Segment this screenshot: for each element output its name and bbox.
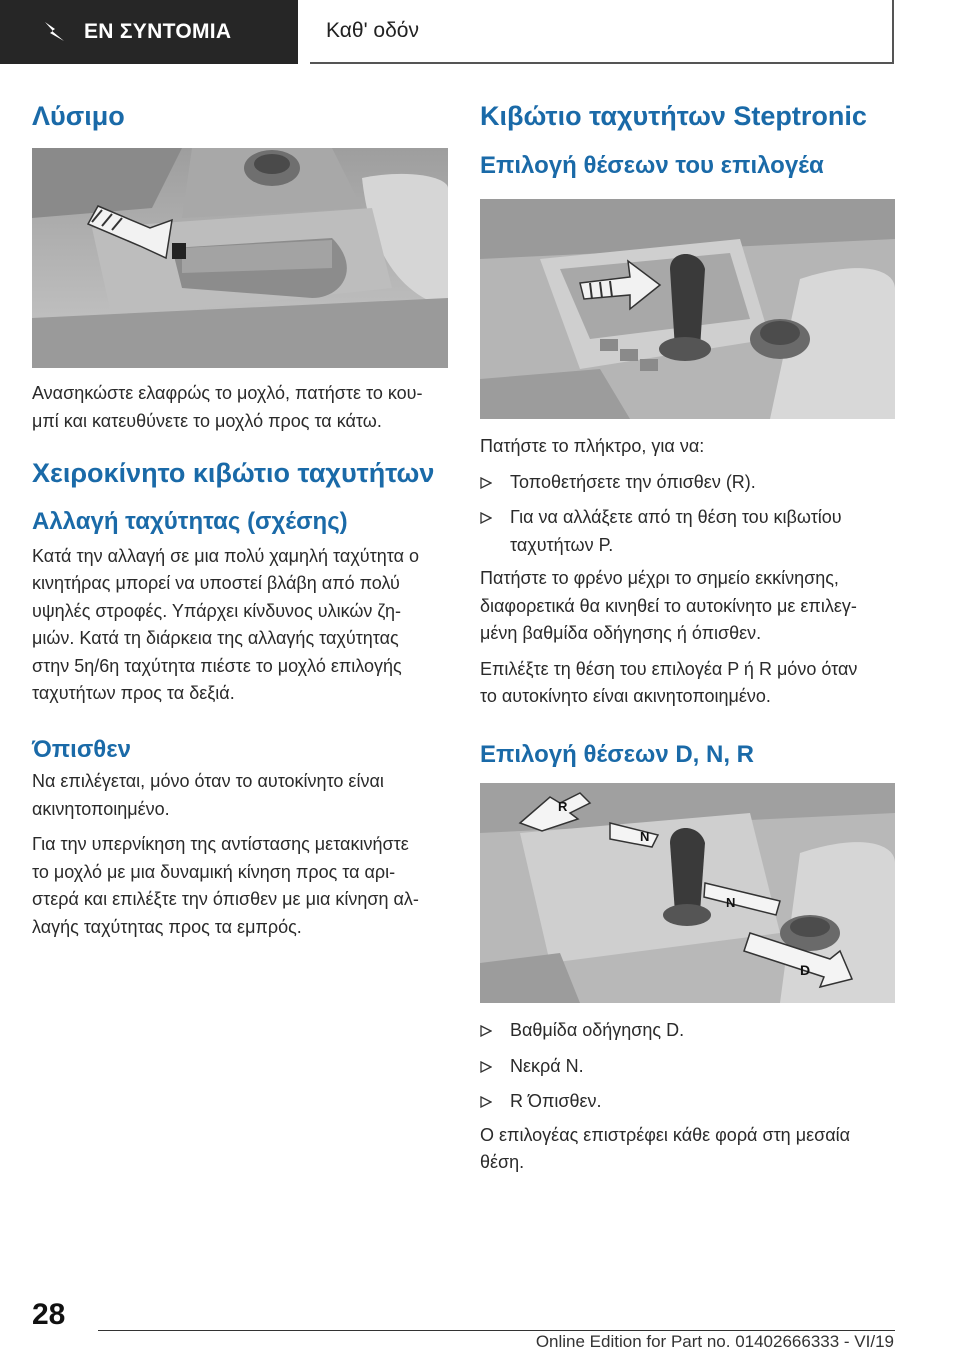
list-item bbox=[480, 1017, 895, 1045]
right-column bbox=[480, 90, 895, 1177]
bullet-triangle-icon bbox=[480, 1088, 510, 1116]
press-bullet-list bbox=[480, 469, 895, 560]
text-line: υψηλές στροφές. Υπάρχει κίνδυνος υλικών ζη- bbox=[32, 600, 402, 621]
bullet-triangle-icon bbox=[480, 1053, 510, 1081]
handbrake-photo bbox=[32, 148, 448, 368]
bullet-text: R Όπισθεν. bbox=[510, 1091, 602, 1112]
text-line: Να επιλέγεται, μόνο όταν το αυτοκίνητο είναι bbox=[32, 771, 384, 792]
bullet-text: Νεκρά N. bbox=[510, 1055, 584, 1076]
list-item bbox=[480, 1053, 895, 1081]
return-paragraph bbox=[480, 1122, 895, 1177]
edition-text: Online Edition for Part no. 01402666333 - VI/19 bbox=[535, 1332, 894, 1351]
dnr-selector-photo bbox=[480, 783, 895, 1003]
text-line: στην 5η/6η ταχύτητα πιέστε το μοχλό επιλογής bbox=[32, 655, 402, 676]
shift-paragraph bbox=[32, 543, 448, 708]
list-item bbox=[480, 469, 895, 497]
reverse-heading: Όπισθεν bbox=[32, 735, 131, 763]
left-column bbox=[32, 90, 448, 941]
text-line: διαφορετικά θα κινηθεί το αυτοκίνητο με επιλεγ- bbox=[480, 595, 857, 616]
text-line: Ο επιλογέας επιστρέφει κάθε φορά στη μεσαία bbox=[480, 1124, 851, 1145]
release-text-1: Ανασηκώστε ελαφρώς το μοχλό, πατήστε το κου- bbox=[32, 383, 423, 404]
arrow-label-d: D bbox=[800, 962, 811, 979]
footer-divider bbox=[98, 1330, 895, 1331]
text-line: κινητήρας μπορεί να υποστεί βλάβη από πολύ bbox=[32, 573, 400, 594]
manual-gearbox-heading: Χειροκίνητο κιβώτιο ταχυτήτων bbox=[32, 458, 435, 489]
list-item bbox=[480, 504, 895, 559]
select-paragraph bbox=[480, 656, 895, 711]
bullet-text: Βαθμίδα οδήγησης D. bbox=[510, 1020, 685, 1041]
release-heading: Λύσιμο bbox=[32, 101, 125, 131]
chapter-title: ΕΝ ΣΥΝΤΟΜΙΑ bbox=[84, 20, 232, 43]
list-item bbox=[480, 1088, 895, 1116]
text-line: το μοχλό με μια δυναμική κίνηση προς τα αρι- bbox=[32, 861, 396, 882]
dnr-heading: Επιλογή θέσεων D, N, R bbox=[480, 740, 755, 768]
text-line: μένη βαθμίδα οδήγησης ή όπισθεν. bbox=[480, 623, 762, 644]
text-line: ταχυτήτων προς τα δεξιά. bbox=[32, 683, 235, 704]
text-line: θέση. bbox=[480, 1152, 525, 1173]
reverse-paragraph-1 bbox=[32, 768, 448, 823]
bullet-text-line: Για να αλλάξετε από τη θέση του κιβωτίου bbox=[510, 507, 842, 528]
arrow-label-r: R bbox=[558, 799, 568, 815]
text-line: ακινητοποιημένο. bbox=[32, 798, 170, 819]
bullet-triangle-icon bbox=[480, 504, 510, 559]
dnr-bullet-list bbox=[480, 1017, 895, 1116]
quick-star-icon bbox=[42, 18, 70, 46]
bullet-triangle-icon bbox=[480, 1017, 510, 1045]
brake-paragraph bbox=[480, 565, 895, 648]
bullet-text-line: ταχυτήτων P. bbox=[510, 534, 614, 555]
press-intro: Πατήστε το πλήκτρο, για να: bbox=[480, 436, 705, 457]
text-line: Για την υπερνίκηση της αντίστασης μετακινήστε bbox=[32, 834, 409, 855]
chapter-tab[interactable] bbox=[0, 0, 298, 64]
arrow-label-n1: N bbox=[640, 829, 650, 845]
shift-heading: Αλλαγή ταχύτητας (σχέσης) bbox=[32, 507, 348, 535]
text-line: στερά και επιλέξτε την όπισθεν με μια κίνηση αλ- bbox=[32, 889, 419, 910]
steptronic-heading: Κιβώτιο ταχυτήτων Steptronic bbox=[480, 101, 867, 131]
text-line: λαγής ταχύτητας προς τα εμπρός. bbox=[32, 916, 302, 937]
selector-heading: Επιλογή θέσεων του επιλογέα bbox=[480, 152, 824, 180]
text-line: Πατήστε το φρένο μέχρι το σημείο εκκίνησης, bbox=[480, 568, 839, 589]
bullet-triangle-icon bbox=[480, 469, 510, 497]
section-title: Καθ' οδόν bbox=[310, 0, 894, 64]
selector-lever-photo bbox=[480, 199, 895, 419]
text-line: Επιλέξτε τη θέση του επιλογέα P ή R μόνο όταν bbox=[480, 658, 858, 679]
arrow-label-n2: N bbox=[726, 895, 736, 911]
text-line: Κατά την αλλαγή σε μια πολύ χαμηλή ταχύτητα ο bbox=[32, 545, 419, 566]
text-line: το αυτοκίνητο είναι ακινητοποιημένο. bbox=[480, 686, 771, 707]
text-line: μιών. Κατά τη διάρκεια της αλλαγής ταχύτητας bbox=[32, 628, 399, 649]
reverse-paragraph-2 bbox=[32, 831, 448, 941]
bullet-text bbox=[510, 504, 842, 559]
page-number: 28 bbox=[32, 1298, 66, 1331]
bullet-text: Τοποθετήσετε την όπισθεν (R). bbox=[510, 471, 756, 492]
release-text-2: μπί και κατευθύνετε το μοχλό προς τα κάτω. bbox=[32, 410, 382, 431]
